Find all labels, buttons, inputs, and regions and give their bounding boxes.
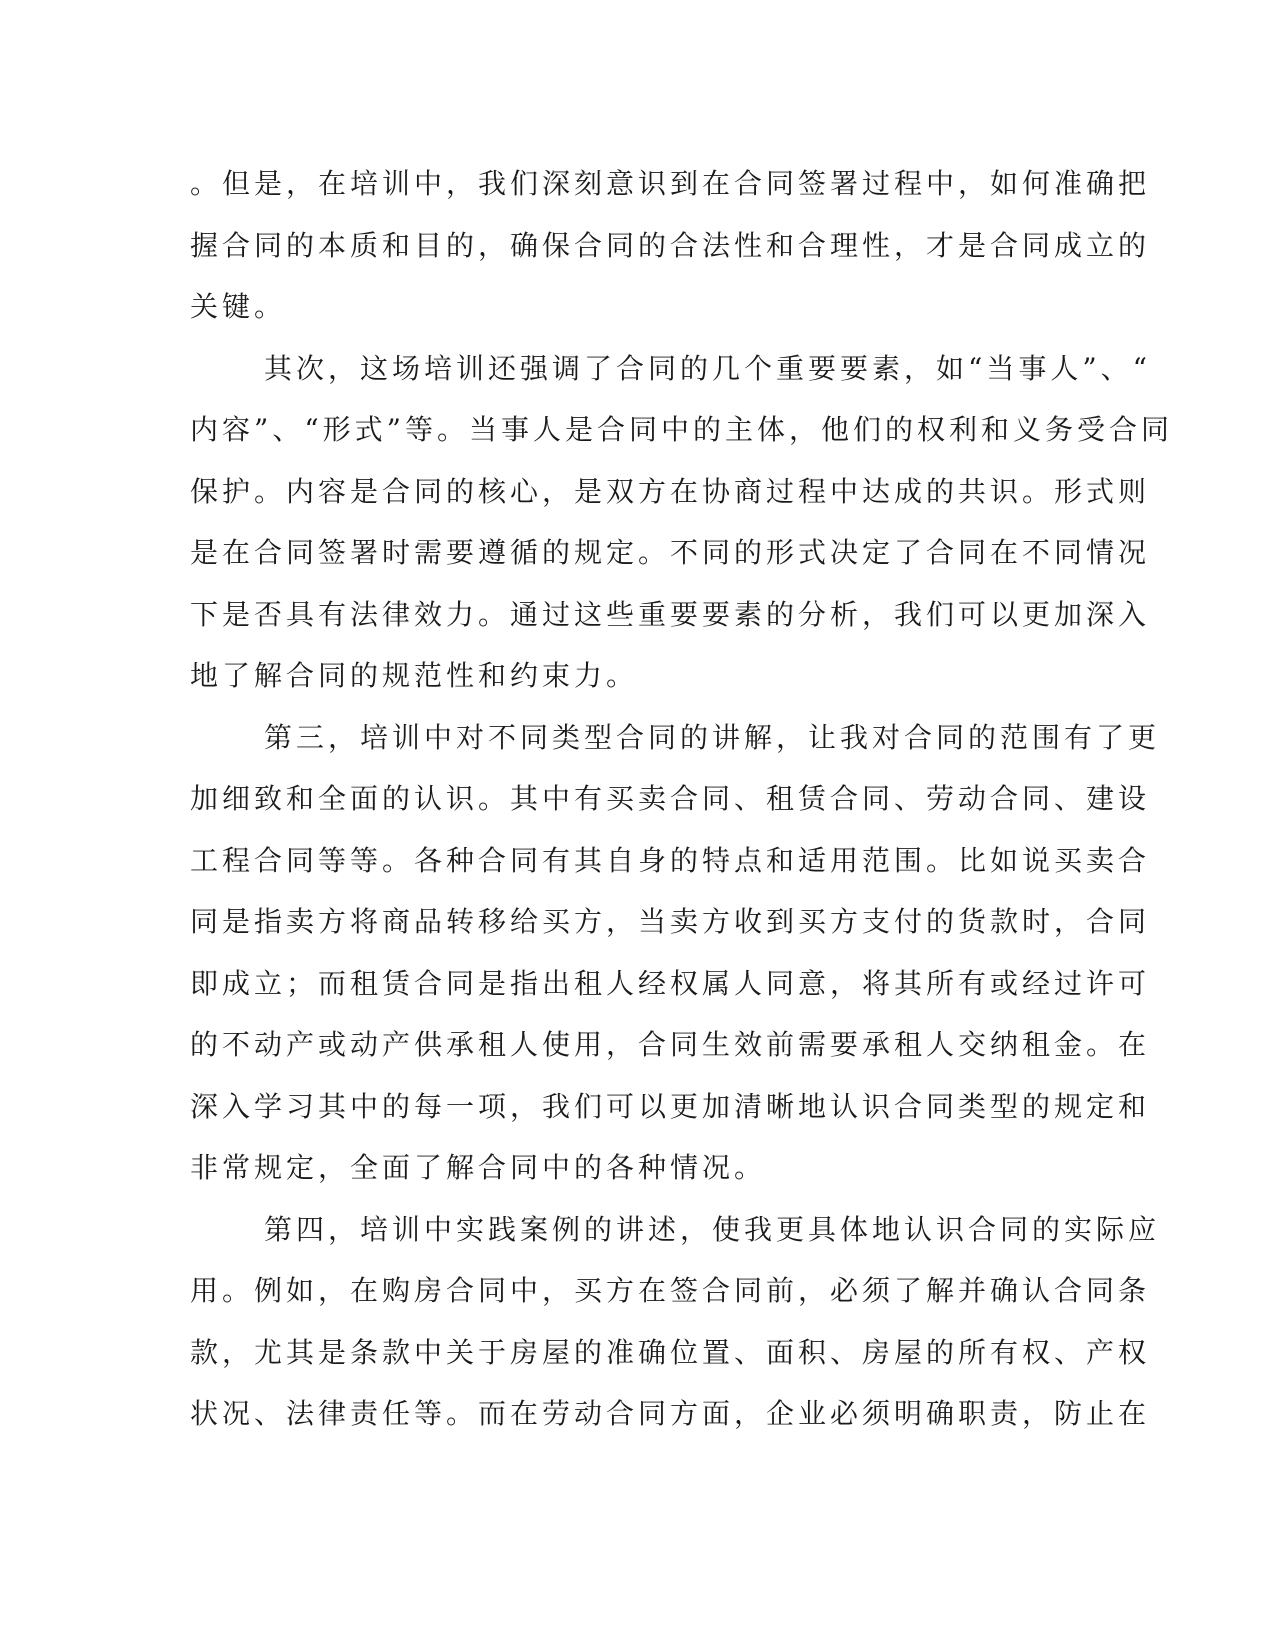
- text-line: 下是否具有法律效力。通过这些重要要素的分析，我们可以更加深入: [190, 597, 1151, 631]
- text-line: 地了解合同的规范性和约束力。: [190, 659, 639, 692]
- paragraph-start-line: 第三，培训中对不同类型合同的讲解，让我对合同的范围有了更: [264, 720, 1161, 754]
- document-body: [190, 153, 1173, 1445]
- text-line: 深入学习其中的每一项，我们可以更加清晰地认识合同类型的规定和: [190, 1089, 1151, 1123]
- text-line: 保护。内容是合同的核心，是双方在协商过程中达成的共识。形式则: [190, 474, 1151, 508]
- text-line: 加细致和全面的认识。其中有买卖合同、租赁合同、劳动合同、建设: [190, 782, 1151, 815]
- text-line: 用。例如，在购房合同中，买方在签合同前，必须了解并确认合同条: [190, 1274, 1151, 1307]
- paragraph-start-line: 第四，培训中实践案例的讲述，使我更具体地认识合同的实际应: [264, 1212, 1161, 1246]
- text-line: 工程合同等等。各种合同有其自身的特点和适用范围。比如说买卖合: [190, 843, 1151, 877]
- text-line: 同是指卖方将商品转移给买方，当卖方收到买方支付的货款时，合同: [190, 905, 1151, 938]
- text-line: 握合同的本质和目的，确保合同的合法性和合理性，才是合同成立的: [190, 228, 1151, 262]
- text-line: 是在合同签署时需要遵循的规定。不同的形式决定了合同在不同情况: [190, 536, 1151, 569]
- text-line: 关键。: [190, 290, 287, 323]
- text-line: 非常规定，全面了解合同中的各种情况。: [190, 1151, 767, 1184]
- text-line: 的不动产或动产供承租人使用，合同生效前需要承租人交纳租金。在: [190, 1028, 1151, 1061]
- text-line: 即成立；而租赁合同是指出租人经权属人同意，将其所有或经过许可: [190, 966, 1151, 1000]
- paragraph-start-line: 其次，这场培训还强调了合同的几个重要要素，如“当事人”、“: [264, 351, 1151, 385]
- text-line: 。但是，在培训中，我们深刻意识到在合同签署过程中，如何准确把: [190, 167, 1151, 200]
- text-line: 内容”、“形式”等。当事人是合同中的主体，他们的权利和义务受合同: [190, 413, 1173, 446]
- text-line: 状况、法律责任等。而在劳动合同方面，企业必须明确职责，防止在: [190, 1397, 1151, 1430]
- text-line: 款，尤其是条款中关于房屋的准确位置、面积、房屋的所有权、产权: [190, 1335, 1151, 1369]
